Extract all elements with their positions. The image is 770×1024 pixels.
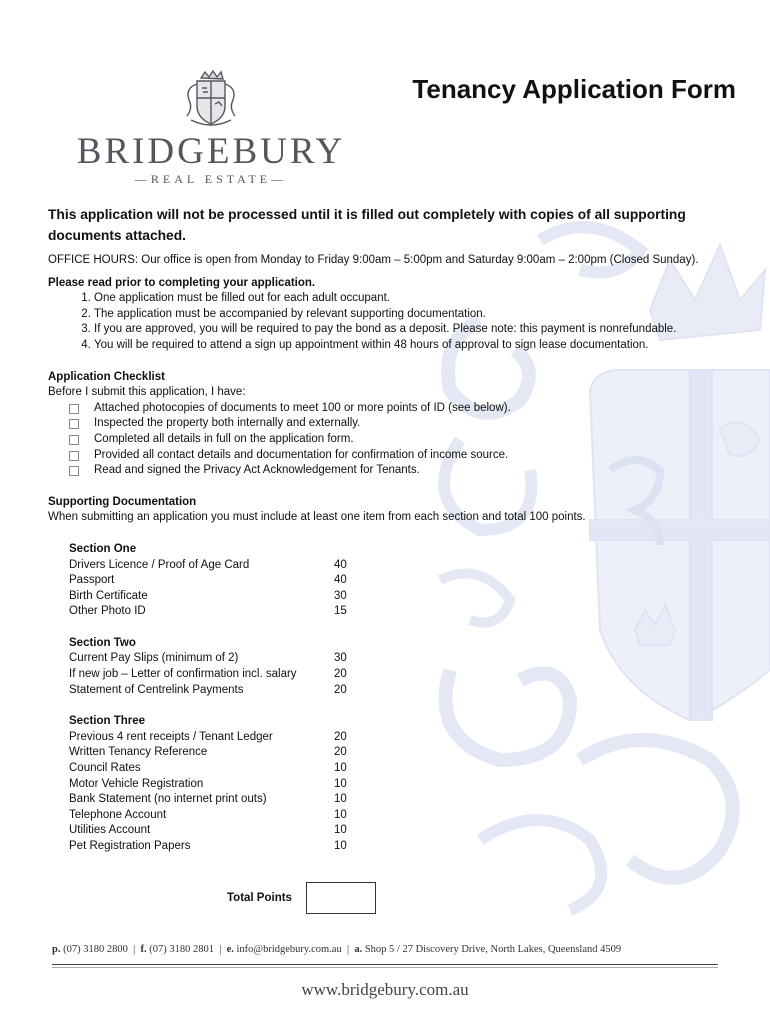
document-name: If new job – Letter of confirmation incl. salary <box>69 668 297 681</box>
checklist-item <box>94 432 748 448</box>
checklist-item-label: Read and signed the Privacy Act Acknowledgement for Tenants. <box>94 464 420 477</box>
document-points: 30 <box>334 589 347 602</box>
checklist-item <box>94 401 748 417</box>
email-address[interactable]: info@bridgebury.com.au <box>236 944 342 955</box>
document-points: 10 <box>334 824 347 837</box>
table-row <box>69 808 748 824</box>
total-points-field[interactable] <box>306 882 376 914</box>
supporting-heading: Supporting Documentation <box>48 495 197 508</box>
email-label: e. <box>226 944 234 955</box>
website-link[interactable]: www.bridgebury.com.au <box>301 980 469 999</box>
fax-label: f. <box>140 944 147 955</box>
list-item: 1. One application must be filled out for each adult occupant. <box>94 291 748 307</box>
document-points: 10 <box>334 793 347 806</box>
list-item: 4. You will be required to attend a sign up appointment within 48 hours of approval to sign lease documentation. <box>94 338 748 354</box>
address-label: a. <box>354 944 363 955</box>
document-name: Drivers Licence / Proof of Age Card <box>69 558 250 571</box>
document-points: 15 <box>334 605 347 618</box>
document-points: 20 <box>334 668 347 681</box>
document-name: Motor Vehicle Registration <box>69 777 204 790</box>
checklist-heading: Application Checklist <box>48 370 165 383</box>
document-name: Previous 4 rent receipts / Tenant Ledger <box>69 730 273 743</box>
checklist-item-label: Attached photocopies of documents to meet 100 or more points of ID (see below). <box>94 401 511 414</box>
brand-name: BRIDGEBURY <box>76 131 346 172</box>
table-row <box>69 777 748 793</box>
table-row <box>69 761 748 777</box>
document-points: 10 <box>334 777 347 790</box>
document-points: 30 <box>334 652 347 665</box>
checkbox[interactable] <box>69 435 79 445</box>
table-row <box>69 730 748 746</box>
company-logo <box>56 68 366 188</box>
table-row <box>69 823 748 839</box>
table-row <box>69 667 748 683</box>
document-name: Current Pay Slips (minimum of 2) <box>69 652 239 665</box>
table-row <box>69 792 748 808</box>
document-points: 10 <box>334 808 347 821</box>
checklist-item <box>94 448 748 464</box>
checklist-intro: Before I submit this application, I have: <box>48 386 246 399</box>
footer-divider <box>52 964 718 965</box>
document-points: 40 <box>334 558 347 571</box>
points-table <box>69 526 748 855</box>
instructions-heading: Please read prior to completing your application. <box>48 276 316 289</box>
crest-icon <box>181 68 241 130</box>
table-row <box>69 683 748 699</box>
document-name: Bank Statement (no internet print outs) <box>69 793 267 806</box>
document-name: Written Tenancy Reference <box>69 746 208 759</box>
section-title: Section Two <box>69 636 136 649</box>
document-points: 20 <box>334 683 347 696</box>
checkbox[interactable] <box>69 466 79 476</box>
phone-label: p. <box>52 944 61 955</box>
document-points: 20 <box>334 746 347 759</box>
supporting-intro: When submitting an application you must include at least one item from each section and total 100 points. <box>48 511 586 524</box>
contact-footer: p. (07) 3180 2800 | f. (07) 3180 2801 | e. info@bridgebury.com.au | a. Shop 5 / 27 Discovery Drive, North Lakes, Queensland 4509 <box>52 944 622 955</box>
table-row <box>69 651 748 667</box>
checklist-item-label: Inspected the property both internally and externally. <box>94 417 361 430</box>
table-row <box>69 745 748 761</box>
street-address: Shop 5 / 27 Discovery Drive, North Lakes, Queensland 4509 <box>364 944 622 955</box>
document-name: Birth Certificate <box>69 589 148 602</box>
checklist <box>48 401 748 479</box>
table-row <box>69 839 748 855</box>
table-row <box>69 558 748 574</box>
phone-number: (07) 3180 2800 <box>63 944 128 955</box>
page-title: Tenancy Application Form <box>412 74 736 104</box>
checklist-item-label: Provided all contact details and documentation for confirmation of income source. <box>94 448 509 461</box>
document-name: Other Photo ID <box>69 605 146 618</box>
instructions-list <box>48 291 748 353</box>
brand-tagline: —REAL ESTATE— <box>134 172 288 186</box>
document-name: Pet Registration Papers <box>69 840 191 852</box>
checkbox[interactable] <box>69 404 79 414</box>
total-points-label: Total Points <box>227 892 292 904</box>
document-name: Council Rates <box>69 762 141 775</box>
form-instructions <box>48 204 748 855</box>
checklist-item-label: Completed all details in full on the application form. <box>94 432 354 445</box>
checkbox[interactable] <box>69 419 79 429</box>
document-points: 40 <box>334 574 347 587</box>
total-points <box>227 882 376 914</box>
list-item: 3. If you are approved, you will be required to pay the bond as a deposit. Please note: this payment is nonrefundable. <box>94 322 748 338</box>
document-name: Statement of Centrelink Payments <box>69 683 244 696</box>
processing-notice: This application will not be processed until it is filled out completely with copies of all supporting documents attached. <box>48 207 686 243</box>
document-name: Telephone Account <box>69 808 167 821</box>
document-points: 10 <box>334 762 347 775</box>
section-title: Section Three <box>69 715 146 728</box>
list-item: 2. The application must be accompanied by relevant supporting documentation. <box>94 307 748 323</box>
document-points: 20 <box>334 730 347 743</box>
checklist-item <box>94 463 748 479</box>
document-name: Passport <box>69 574 115 587</box>
document-name: Utilities Account <box>69 824 151 837</box>
section-title: Section One <box>69 542 137 555</box>
checklist-item <box>94 416 748 432</box>
document-points: 10 <box>334 840 347 852</box>
fax-number: (07) 3180 2801 <box>149 944 214 955</box>
table-row <box>69 604 748 620</box>
table-row <box>69 589 748 605</box>
checkbox[interactable] <box>69 451 79 461</box>
footer-divider <box>52 967 718 968</box>
table-row <box>69 573 748 589</box>
office-hours: OFFICE HOURS: Our office is open from Monday to Friday 9:00am – 5:00pm and Saturday 9:00am – 2:00pm (Closed Sunday). <box>48 254 699 266</box>
